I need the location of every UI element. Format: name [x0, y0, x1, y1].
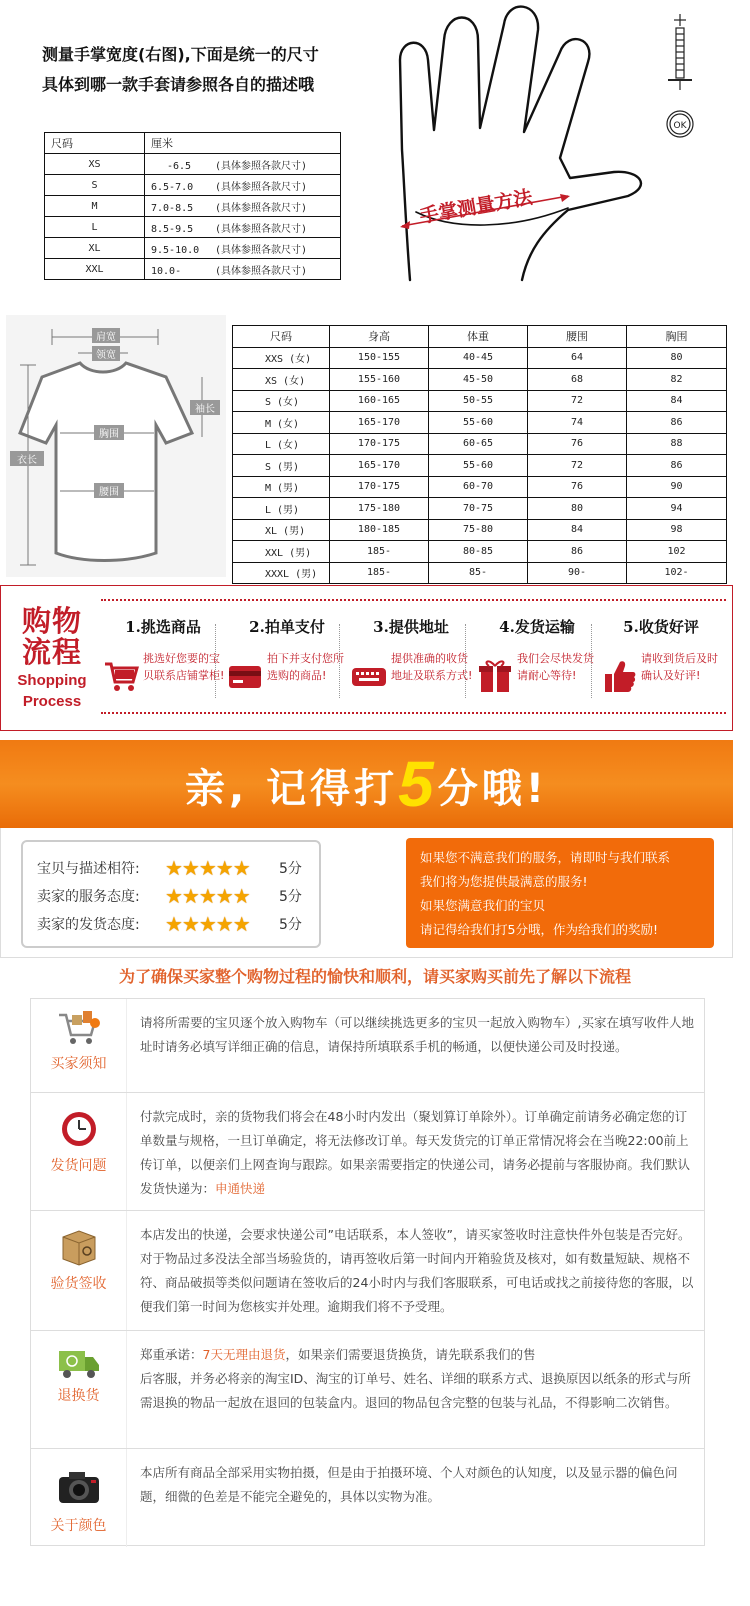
size-cell: S [45, 175, 145, 196]
glove-intro [42, 40, 319, 100]
size-cell: M (女) [233, 412, 330, 434]
star-rating-icon: ★★★★★ [165, 912, 250, 936]
clothing-size-table [232, 325, 727, 584]
logo-cn-line-2: 流程 [21, 635, 82, 669]
banner-text [0, 740, 733, 833]
logo-cn-line-1: 购物 [21, 604, 82, 638]
table-row [233, 562, 727, 584]
process-step-5 [601, 616, 721, 682]
row-label: 发货问题 [50, 1158, 107, 1174]
table-row [45, 238, 341, 259]
range-value: 6.5-7.0 [151, 181, 194, 193]
range-value: -6.5 [167, 160, 192, 172]
table-cell: 86 [528, 541, 627, 563]
rating-label: 卖家的服务态度: [37, 889, 140, 905]
list-item [31, 1449, 704, 1547]
note-line: 如果您不满意我们的服务，请即时与我们联系 [420, 850, 671, 865]
range-note: (具体参照各款尺寸) [215, 202, 308, 214]
range-cell [145, 238, 341, 259]
table-row [45, 196, 341, 217]
size-cell: L (男) [233, 498, 330, 520]
row-side [31, 999, 126, 1092]
table-row [233, 498, 727, 520]
size-cell: M [45, 196, 145, 217]
shopping-process-logo [9, 606, 95, 710]
collar-label: 领宽 [96, 350, 116, 361]
range-note: (具体参照各款尺寸) [215, 223, 308, 235]
rating-score: 5分 [279, 861, 302, 877]
step-desc: 请收到货后及时确认及好评! [641, 652, 718, 682]
table-cell: 90- [528, 562, 627, 584]
process-step-3 [351, 616, 473, 682]
table-header-row [233, 326, 727, 348]
row-text-highlight: 申通快递 [215, 1181, 266, 1196]
list-item [31, 1331, 704, 1449]
row-text: 本店发出的快递，会要求快递公司”电话联系，本人签收”，请买家签收时注意快件外包装是否完好。对于物品过多没法全部当场验货的，请再签收后第一时间内开箱验货及核对，如有数量短缺、规格不符、商品破损等类似问题请在签收后的24小时内与我们客服联系，可电话或找之前接待您的客服，以便我们第一时间为您核实并处理。逾期我们将不予受理。 [140, 1227, 694, 1314]
glove-intro-line-1: 测量手掌宽度(右图),下面是统一的尺寸 [42, 45, 319, 64]
table-cell: 90 [627, 476, 727, 498]
table-cell: 74 [528, 412, 627, 434]
note-line: 如果您满意我们的宝贝 [420, 898, 546, 913]
table-cell: 86 [627, 412, 727, 434]
table-cell: 75-80 [429, 519, 528, 541]
step-desc: 我们会尽快发货请耐心等待! [517, 652, 594, 682]
table-cell: 60-65 [429, 433, 528, 455]
logo-en-line-1: Shopping [17, 672, 87, 689]
size-cell: L [45, 217, 145, 238]
shoulder-label: 肩宽 [96, 332, 116, 343]
table-cell: 98 [627, 519, 727, 541]
column-header: 尺码 [233, 326, 330, 348]
table-cell: 50-55 [429, 390, 528, 412]
column-header: 腰围 [528, 326, 627, 348]
rating-score: 5分 [279, 917, 302, 933]
table-row [233, 476, 727, 498]
length-label: 衣长 [17, 455, 37, 466]
row-side [31, 1331, 126, 1448]
range-note: (具体参照各款尺寸) [215, 265, 308, 277]
row-side [31, 1093, 126, 1210]
table-row [233, 433, 727, 455]
note-line: 请记得给我们打5分哦，作为给我们的奖励! [420, 922, 658, 937]
size-cell: XS [45, 154, 145, 175]
step-title: 5.收货好评 [623, 618, 699, 636]
column-header: 厘米 [145, 133, 341, 154]
range-cell [145, 154, 341, 175]
table-cell: 170-175 [330, 433, 429, 455]
table-cell: 45-50 [429, 369, 528, 391]
range-value: 9.5-10.0 [151, 244, 200, 256]
step-desc: 拍下并支付您所选购的商品! [267, 652, 344, 682]
shopping-process-section [0, 585, 733, 731]
table-cell: 40-45 [429, 347, 528, 369]
table-row [233, 347, 727, 369]
table-cell: 185- [330, 562, 429, 584]
size-cell: XXL (男) [233, 541, 330, 563]
hand-measure-label: 手掌测量方法 [418, 186, 535, 228]
keyboard-icon [351, 658, 387, 694]
table-cell: 165-170 [330, 455, 429, 477]
table-cell: 70-75 [429, 498, 528, 520]
divider [126, 1449, 127, 1547]
table-cell: 72 [528, 390, 627, 412]
column-header: 体重 [429, 326, 528, 348]
table-cell: 160-165 [330, 390, 429, 412]
star-rating-icon: ★★★★★ [165, 856, 250, 880]
table-row [45, 154, 341, 175]
row-side [31, 1449, 126, 1547]
rating-label: 卖家的发货态度: [37, 917, 140, 933]
column-header: 尺码 [45, 133, 145, 154]
ratings-box [21, 840, 321, 948]
range-cell [145, 217, 341, 238]
star-rating-icon: ★★★★★ [165, 884, 250, 908]
row-text: 请将所需要的宝贝逐个放入购物车（可以继续挑选更多的宝贝一起放入购物车）,买家在填写收件人地址时请务必填写详细正确的信息，请保持所填联系手机的畅通，以便快递公司及时投递。 [140, 1015, 694, 1054]
step-title: 2.拍单支付 [249, 618, 325, 636]
step-desc: 挑选好您要的宝贝联系店铺掌柜! [143, 652, 225, 682]
divider [101, 599, 726, 603]
banner-five: 5 [398, 748, 438, 820]
size-cell: XL [45, 238, 145, 259]
sleeve-label: 袖长 [195, 404, 215, 415]
tshirt-diagram [6, 315, 226, 577]
list-item [31, 1211, 704, 1331]
table-cell: 150-155 [330, 347, 429, 369]
size-cell: S (女) [233, 390, 330, 412]
row-text-main: 后客服，并务必将亲的淘宝ID、淘宝的订单号、姓名、详细的联系方式、退换原因以纸条的形式与所需退换的物品一起放在退回的包装盒内。退回的物品包含完整的包装与礼品，不得影响二次销售。 [140, 1371, 691, 1410]
table-cell: 170-175 [330, 476, 429, 498]
glove-size-section [0, 0, 750, 300]
table-cell: 155-160 [330, 369, 429, 391]
row-label: 买家须知 [50, 1056, 107, 1072]
table-cell: 68 [528, 369, 627, 391]
size-cell: XXS (女) [233, 347, 330, 369]
table-cell: 180-185 [330, 519, 429, 541]
step-divider [339, 624, 340, 698]
table-cell: 102 [627, 541, 727, 563]
delivery-truck-icon [57, 1343, 101, 1383]
table-cell: 102- [627, 562, 727, 584]
list-item [31, 1093, 704, 1211]
banner-text-after: 分哦! [437, 766, 548, 812]
table-row [45, 175, 341, 196]
table-cell: 80-85 [429, 541, 528, 563]
process-step-1 [103, 616, 225, 682]
gift-box-icon [477, 658, 513, 694]
chest-label: 胸围 [99, 429, 119, 440]
size-cell: XXL [45, 259, 145, 280]
step-divider [465, 624, 466, 698]
range-note: (具体参照各款尺寸) [215, 244, 308, 256]
clock-icon [57, 1109, 101, 1149]
clothing-size-section [0, 315, 750, 580]
range-cell [145, 196, 341, 217]
row-label: 验货签收 [50, 1276, 107, 1292]
table-cell: 82 [627, 369, 727, 391]
column-header: 胸围 [627, 326, 727, 348]
size-cell: S (男) [233, 455, 330, 477]
range-value: 7.0-8.5 [151, 202, 194, 214]
row-text [140, 1105, 696, 1201]
table-cell: 165-170 [330, 412, 429, 434]
ratings-section [0, 828, 733, 958]
table-row [233, 541, 727, 563]
buyer-notice-list [30, 998, 705, 1546]
table-cell: 80 [528, 498, 627, 520]
table-cell: 94 [627, 498, 727, 520]
range-value: 10.0- [151, 265, 182, 277]
table-cell: 88 [627, 433, 727, 455]
table-cell: 185- [330, 541, 429, 563]
table-row [45, 259, 341, 280]
step-title: 1.挑选商品 [125, 618, 201, 636]
notice-heading: 为了确保买家整个购物过程的愉快和顺利，请买家购买前先了解以下流程 [118, 967, 631, 986]
waist-label: 腰围 [99, 487, 119, 498]
divider [126, 1331, 127, 1448]
table-row [233, 369, 727, 391]
step-desc: 提供准确的收货地址及联系方式! [391, 652, 473, 682]
row-text [140, 1343, 696, 1415]
step-divider [215, 624, 216, 698]
range-note: (具体参照各款尺寸) [215, 160, 308, 172]
divider [126, 1093, 127, 1210]
column-header: 身高 [330, 326, 429, 348]
clothing-table-body [233, 347, 727, 584]
camera-icon [57, 1467, 101, 1507]
ruler-ok-graphic [660, 12, 700, 142]
shopping-cart-icon [103, 658, 139, 694]
rating-row [37, 884, 302, 906]
payment-card-icon [227, 658, 263, 694]
cart-icon [57, 1009, 101, 1049]
glove-intro-line-2: 具体到哪一款手套请参照各自的描述哦 [42, 75, 315, 94]
range-note: (具体参照各款尺寸) [215, 181, 308, 193]
step-title: 3.提供地址 [373, 618, 449, 636]
table-cell: 84 [528, 519, 627, 541]
thumbs-up-icon [601, 658, 637, 694]
table-cell: 60-70 [429, 476, 528, 498]
table-cell: 80 [627, 347, 727, 369]
row-text-line-1: ，如果亲们需要退货换货，请先联系我们的售 [285, 1347, 536, 1362]
table-cell: 84 [627, 390, 727, 412]
table-row [233, 412, 727, 434]
row-text-highlight: 7天无理由退货 [202, 1347, 286, 1362]
divider [101, 712, 726, 716]
rating-score: 5分 [279, 889, 302, 905]
glove-size-table [44, 132, 341, 280]
divider [126, 1211, 127, 1330]
rating-row [37, 912, 302, 934]
rate-five-banner [0, 740, 733, 828]
divider [126, 999, 127, 1092]
hand-outline-icon [400, 7, 641, 280]
range-cell [145, 175, 341, 196]
table-cell: 55-60 [429, 412, 528, 434]
table-row [233, 519, 727, 541]
table-cell: 76 [528, 433, 627, 455]
size-cell: XS (女) [233, 369, 330, 391]
size-cell: XXXL (男) [233, 562, 330, 584]
row-text-main: 付款完成时，亲的货物我们将会在48小时内发出（聚划算订单除外）。订单确定前请务必确定您的订单数量与规格，一旦订单确定，将无法修改订单。每天发货完的订单正常情况将会在当晚22:00前上传订单，以便亲们上网查询与跟踪。如果亲需要指定的快递公司，请务必提前与客服协商。我们默认发货快递为： [140, 1109, 691, 1196]
row-label: 关于颜色 [50, 1518, 107, 1534]
table-cell: 72 [528, 455, 627, 477]
package-box-icon [57, 1227, 101, 1267]
hand-measure-diagram [392, 0, 692, 285]
table-row [233, 455, 727, 477]
row-text: 本店所有商品全部采用实物拍摄，但是由于拍摄环境、个人对颜色的认知度，以及显示器的偏色问题，细微的色差是不能完全避免的，具体以实物为准。 [140, 1465, 678, 1504]
process-step-4 [477, 616, 597, 682]
ok-label: OK [673, 121, 687, 131]
rating-note [406, 838, 714, 948]
logo-en-line-2: Process [22, 693, 82, 710]
note-line: 我们将为您提供最满意的服务! [420, 874, 588, 889]
row-side [31, 1211, 126, 1330]
table-cell: 76 [528, 476, 627, 498]
table-row [233, 390, 727, 412]
table-header-row [45, 133, 341, 154]
process-step-2 [227, 616, 347, 682]
table-cell: 86 [627, 455, 727, 477]
step-divider [591, 624, 592, 698]
table-cell: 55-60 [429, 455, 528, 477]
range-value: 8.5-9.5 [151, 223, 194, 235]
table-cell: 85- [429, 562, 528, 584]
list-item [31, 999, 704, 1093]
rating-label: 宝贝与描述相符: [37, 861, 140, 877]
size-cell: L (女) [233, 433, 330, 455]
table-cell: 64 [528, 347, 627, 369]
row-text-prefix: 郑重承诺： [140, 1347, 203, 1362]
size-cell: XL (男) [233, 519, 330, 541]
rating-row [37, 856, 302, 878]
banner-text-before: 亲, 记得打 [185, 766, 399, 812]
step-title: 4.发货运输 [499, 618, 575, 636]
table-cell: 175-180 [330, 498, 429, 520]
row-label: 退换货 [57, 1388, 100, 1404]
table-row [45, 217, 341, 238]
range-cell [145, 259, 341, 280]
size-cell: M (男) [233, 476, 330, 498]
